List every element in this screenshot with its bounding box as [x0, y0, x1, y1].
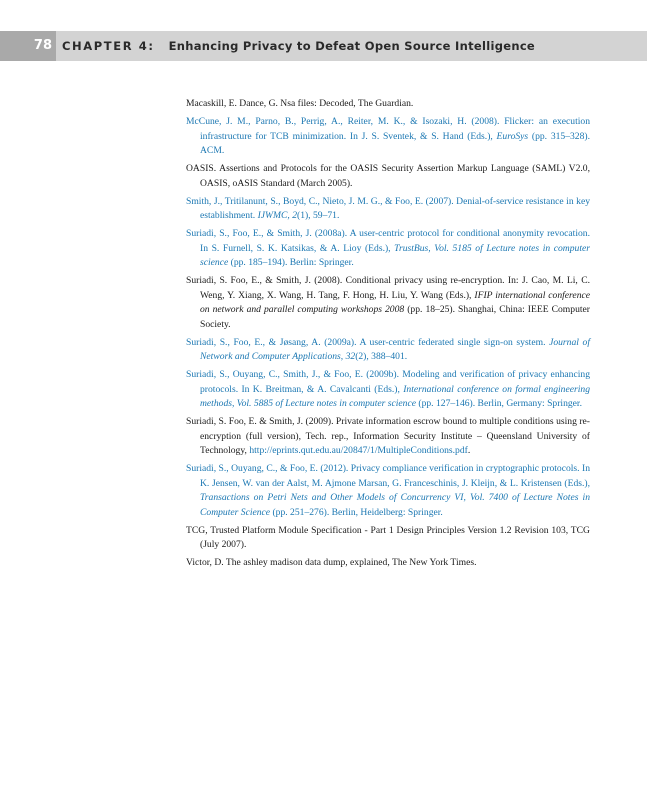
- chapter-header-band: [0, 31, 647, 61]
- reference-list: [186, 97, 590, 574]
- reference-entry: Suriadi, S. Foo, E., & Smith, J. (2008). Conditional privacy using re-encryption. In: J. Cao, M. Li, C. Weng, Y. Xiang, X. Wang, H. Tang, F. Hong, H. Liu, Y. Wang (Eds.), IFIP international conference on network and parallel computing workshops 2008 (pp. 18–25). Shanghai, China: IEEE Computer Society.: [186, 275, 591, 330]
- reference-entry-link[interactable]: Suriadi, S., Ouyang, C., & Foo, E. (2012). Privacy compliance verification in cryptographic protocols. In K. Jensen, W. van der Aalst, M. Ajmone Marsan, G. Franceschinis, J. Kleijn, & L. Kristensen (Eds.), Transactions on Petri Nets and Other Models of Concurrency VI, Vol. 7400 of Lecture Notes in Computer Science (pp. 251–276). Berlin, Heidelberg: Springer.: [186, 463, 590, 518]
- reference-entry-link[interactable]: Smith, J., Tritilanunt, S., Boyd, C., Nieto, J. M. G., & Foo, E. (2007). Denial-of-service resistance in key establishment. IJWMC, 2(1), 59–71.: [186, 195, 590, 221]
- chapter-title: Enhancing Privacy to Defeat Open Source Intelligence: [168, 39, 536, 53]
- reference-entry: Victor, D. The ashley madison data dump, explained, The New York Times.: [186, 557, 477, 568]
- reference-url-link[interactable]: http://eprints.qut.edu.au/20847/1/MultipleConditions.pdf: [249, 445, 468, 456]
- reference-entry: TCG, Trusted Platform Module Specification - Part 1 Design Principles Version 1.2 Revision 103, TCG (July 2007).: [186, 524, 590, 550]
- page-number: 78: [0, 31, 56, 61]
- chapter-heading: [62, 31, 535, 61]
- reference-entry: OASIS. Assertions and Protocols for the OASIS Security Assertion Markup Language (SAML) V2.0, OASIS, oASIS Standard (March 2005).: [186, 163, 590, 189]
- reference-entry-link[interactable]: Suriadi, S., Ouyang, C., Smith, J., & Foo, E. (2009b). Modeling and verification of privacy enhancing protocols. In K. Breitman, & A. Cavalcanti (Eds.), International conference on formal engineering methods, Vol. 5885 of Lecture notes in computer science (pp. 127–146). Berlin, Germany: Springer.: [186, 369, 590, 409]
- reference-entry: Macaskill, E. Dance, G. Nsa files: Decoded, The Guardian.: [186, 98, 414, 109]
- reference-entry-link[interactable]: Suriadi, S., Foo, E., & Jøsang, A. (2009a). A user-centric federated single sign-on system. Journal of Network and Computer Applications, 32(2), 388–401.: [186, 336, 590, 362]
- reference-entry: Suriadi, S. Foo, E. & Smith, J. (2009). Private information escrow bound to multiple conditions using re-encryption (full version), Tech. rep., Information Security Institute – Queensland University of Technology, http://eprints.qut.edu.au/20847/1/MultipleConditions.pdf.: [186, 416, 590, 456]
- chapter-label: CHAPTER 4:: [62, 39, 155, 53]
- reference-entry-link[interactable]: McCune, J. M., Parno, B., Perrig, A., Reiter, M. K., & Isozaki, H. (2008). Flicker: an execution infrastructure for TCB minimization. In J. S. Sventek, & S. Hand (Eds.), EuroSys (pp. 315–328). ACM.: [186, 116, 590, 156]
- reference-entry-link[interactable]: Suriadi, S., Foo, E., & Smith, J. (2008a). A user-centric protocol for conditional anonymity revocation. In S. Furnell, S. K. Katsikas, & A. Lioy (Eds.), TrustBus, Vol. 5185 of Lecture notes in computer science (pp. 185–194). Berlin: Springer.: [186, 228, 590, 268]
